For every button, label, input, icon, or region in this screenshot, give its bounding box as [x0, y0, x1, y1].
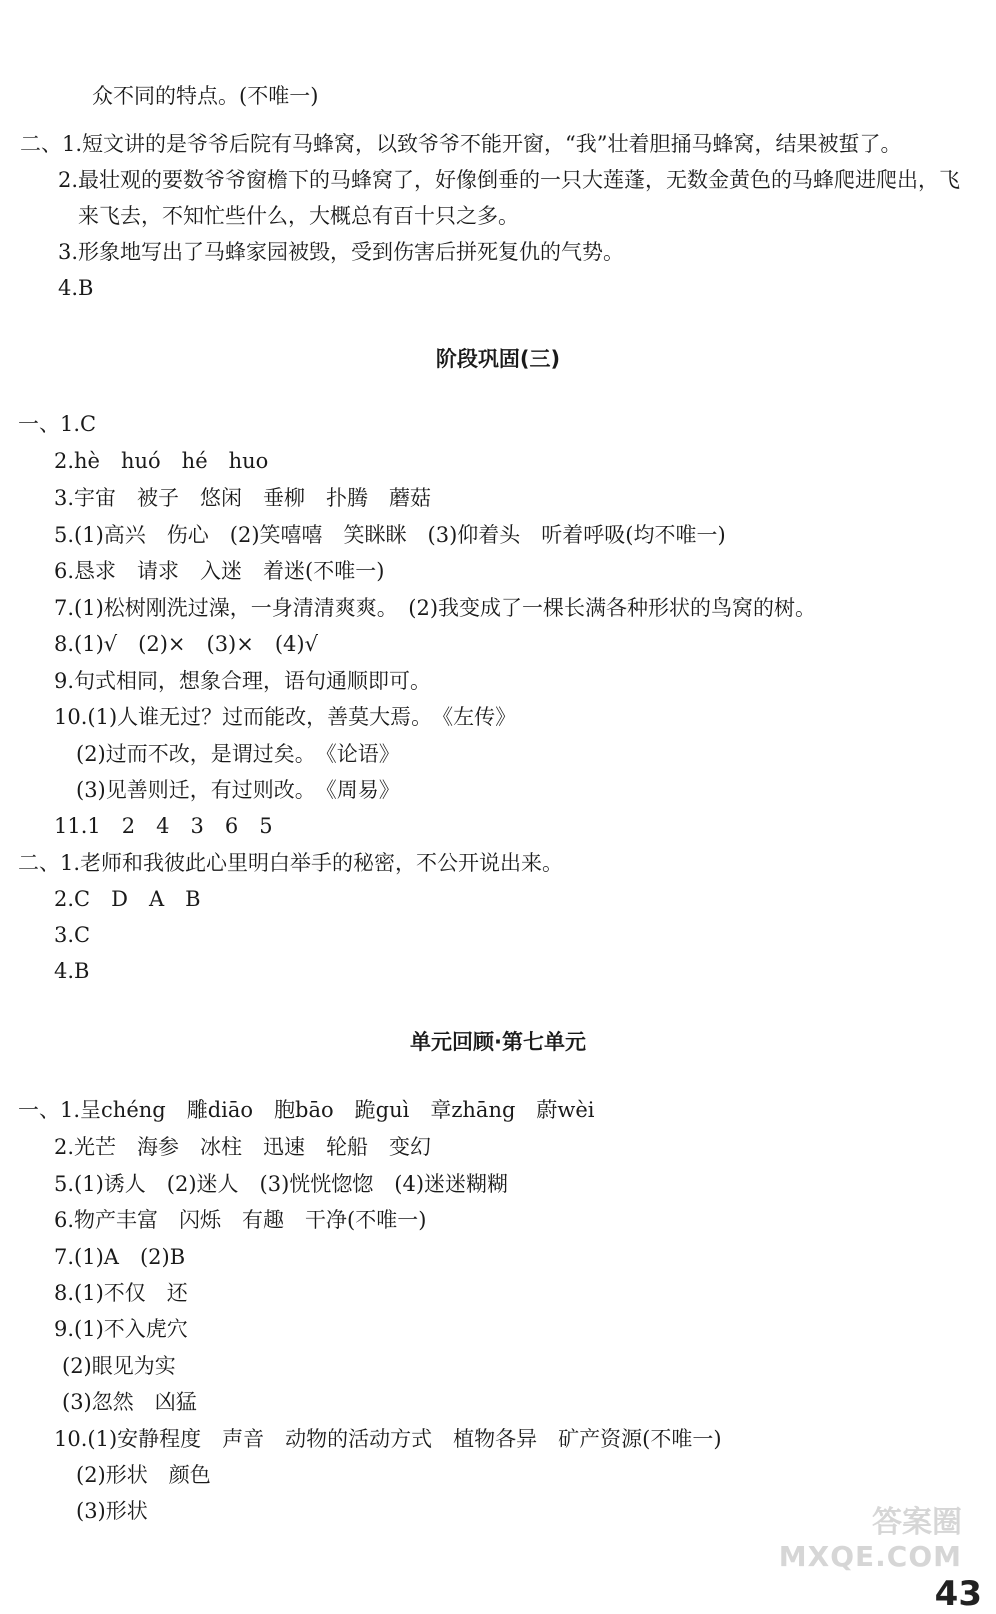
answer-line: 6.物产丰富 闪烁 有趣 干净(不唯一)	[54, 1208, 427, 1232]
answer-line: 5.(1)高兴 伤心 (2)笑嘻嘻 笑眯眯 (3)仰着头 听着呼吸(均不唯一)	[54, 523, 726, 547]
answer-line: 9.句式相同，想象合理，语句通顺即可。	[54, 669, 432, 693]
answer-line: 8.(1)不仅 还	[54, 1281, 188, 1305]
section-title: 单元回顾·第七单元	[410, 1030, 586, 1054]
answer-line: 7.(1)A (2)B	[54, 1245, 186, 1269]
answer-line: 10.(1)人谁无过？过而能改，善莫大焉。 《左传》	[54, 705, 517, 729]
answer-line: 二、1.短文讲的是爷爷后院有马蜂窝，以致爷爷不能开窗，“我”壮着胆捅马蜂窝，结果被蜇了。	[20, 132, 902, 156]
answer-line: 3.形象地写出了马蜂家园被毁，受到伤害后拼死复仇的气势。	[58, 240, 625, 264]
answer-line: 2.光芒 海参 冰柱 迅速 轮船 变幻	[54, 1135, 432, 1159]
answer-line: 10.(1)安静程度 声音 动物的活动方式 植物各异 矿产资源(不唯一)	[54, 1427, 722, 1451]
answer-line: 7.(1)松树刚洗过澡，一身清清爽爽。 (2)我变成了一棵长满各种形状的鸟窝的树。	[54, 596, 817, 620]
answer-line: 6.恳求 请求 入迷 着迷(不唯一)	[54, 559, 385, 583]
answer-line: 8.(1)√ (2)× (3)× (4)√	[54, 632, 318, 656]
answer-line: 2.hè huó hé huo	[54, 449, 269, 473]
watermark-logo	[779, 1506, 962, 1574]
answer-line: 2.最壮观的要数爷爷窗檐下的马蜂窝了，好像倒垂的一只大莲蓬，无数金黄色的马蜂爬进爬出，飞	[58, 168, 961, 192]
section-title: 阶段巩固(三)	[435, 347, 561, 371]
answer-line: (3)形状	[76, 1499, 148, 1523]
answer-line: 3.宇宙 被子 悠闲 垂柳 扑腾 蘑菇	[54, 486, 432, 510]
answer-line: 一、1.C	[18, 412, 97, 436]
answer-line: (3)忽然 凶猛	[62, 1390, 197, 1414]
page-number: 43	[934, 1574, 982, 1614]
answer-line: 4.B	[54, 959, 90, 983]
answer-line: 众不同的特点。(不唯一)	[92, 84, 319, 108]
answer-line: 2.C D A B	[54, 887, 201, 911]
answer-line: 来飞去，不知忙些什么，大概总有百十只之多。	[78, 204, 519, 228]
answer-line: 3.C	[54, 923, 91, 947]
answer-line: (3)见善则迁，有过则改。 《周易》	[76, 778, 400, 802]
answer-line: 二、1.老师和我彼此心里明白举手的秘密，不公开说出来。	[18, 851, 564, 875]
watermark-url: MXQE.COM	[778, 1540, 962, 1573]
answer-line: 11.1 2 4 3 6 5	[54, 814, 273, 838]
answer-line: (2)形状 颜色	[76, 1463, 211, 1487]
answer-line: 4.B	[58, 276, 94, 300]
answer-line: 一、1.呈chéng 雕diāo 胞bāo 跪guì 章zhāng 蔚wèi	[18, 1098, 595, 1122]
answer-line: 9.(1)不入虎穴	[54, 1317, 188, 1341]
answer-line: 5.(1)诱人 (2)迷人 (3)恍恍惚惚 (4)迷迷糊糊	[54, 1172, 509, 1196]
watermark-text: 答案圈	[872, 1505, 962, 1540]
answer-line: (2)眼见为实	[62, 1354, 176, 1378]
answer-line: (2)过而不改，是谓过矣。 《论语》	[76, 742, 400, 766]
